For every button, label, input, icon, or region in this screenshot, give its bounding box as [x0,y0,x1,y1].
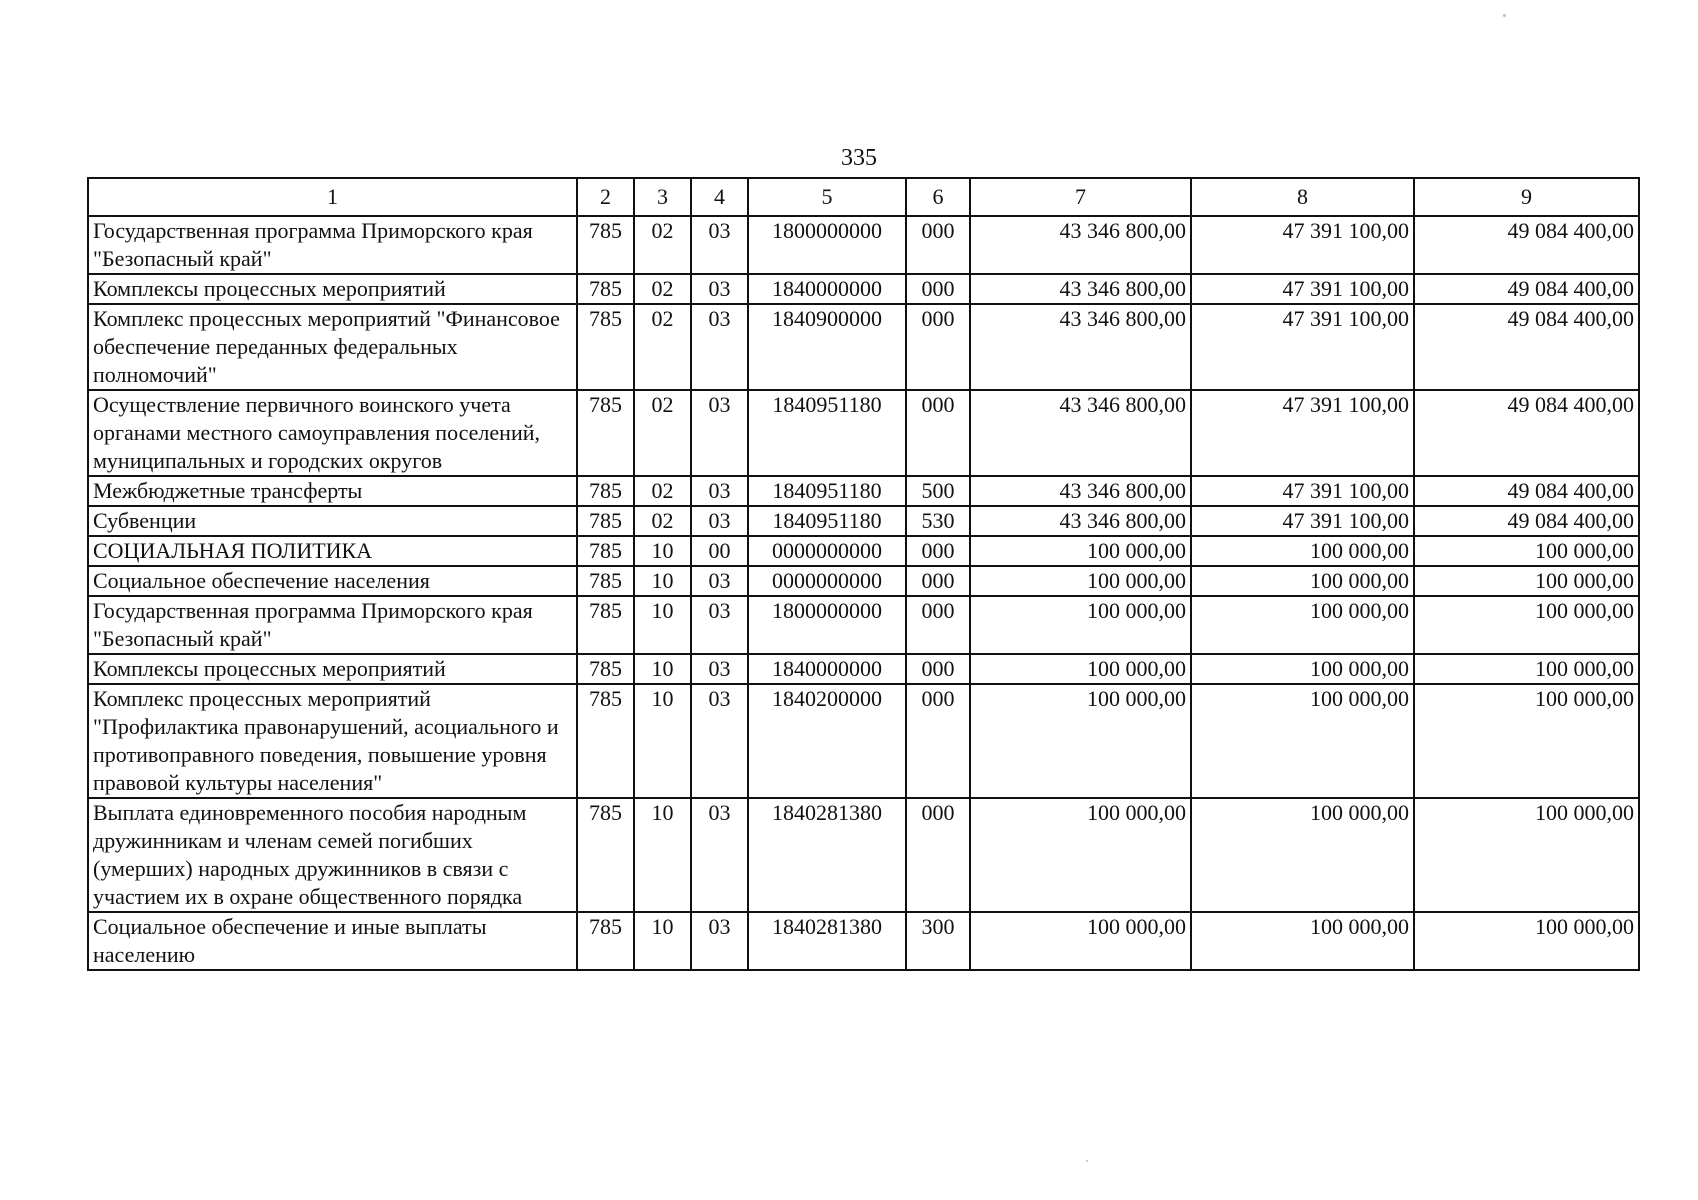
amount-col-7-cell: 43 346 800,00 [970,476,1191,506]
section-cell: 10 [634,684,691,798]
target-article-cell: 1840951180 [748,506,906,536]
admin-code-cell: 785 [577,304,634,390]
target-article-cell: 1840951180 [748,476,906,506]
section-cell: 10 [634,654,691,684]
section-cell: 10 [634,798,691,912]
column-header: 3 [634,178,691,216]
column-header: 2 [577,178,634,216]
target-article-cell: 1840281380 [748,798,906,912]
subsection-cell: 03 [691,506,748,536]
admin-code-cell: 785 [577,274,634,304]
section-cell: 02 [634,304,691,390]
row-name-cell: СОЦИАЛЬНАЯ ПОЛИТИКА [88,536,577,566]
target-article-cell: 1800000000 [748,216,906,274]
table-row [88,684,1639,798]
expense-type-cell: 000 [906,798,970,912]
row-name-cell: Субвенции [88,506,577,536]
row-name-cell: Выплата единовременного пособия народным дружинникам и членам семей погибших (умерших) народных дружинников в связи с участием их в охране общественного порядка [88,798,577,912]
table-row [88,274,1639,304]
subsection-cell: 03 [691,304,748,390]
table-row [88,304,1639,390]
section-cell: 02 [634,390,691,476]
column-header: 9 [1414,178,1639,216]
target-article-cell: 1800000000 [748,596,906,654]
subsection-cell: 03 [691,274,748,304]
row-name-cell: Комплекс процессных мероприятий "Финансовое обеспечение переданных федеральных полномочий" [88,304,577,390]
section-cell: 10 [634,596,691,654]
column-header: 4 [691,178,748,216]
expense-type-cell: 000 [906,654,970,684]
table-row [88,476,1639,506]
amount-col-9-cell: 49 084 400,00 [1414,506,1639,536]
subsection-cell: 03 [691,912,748,970]
amount-col-9-cell: 49 084 400,00 [1414,274,1639,304]
admin-code-cell: 785 [577,684,634,798]
amount-col-7-cell: 43 346 800,00 [970,506,1191,536]
expense-type-cell: 500 [906,476,970,506]
subsection-cell: 03 [691,216,748,274]
table-row [88,536,1639,566]
target-article-cell: 1840281380 [748,912,906,970]
amount-col-8-cell: 100 000,00 [1191,654,1414,684]
table-row [88,654,1639,684]
section-cell: 10 [634,912,691,970]
column-header: 7 [970,178,1191,216]
table-row [88,912,1639,970]
amount-col-9-cell: 100 000,00 [1414,654,1639,684]
amount-col-8-cell: 47 391 100,00 [1191,304,1414,390]
expense-type-cell: 000 [906,304,970,390]
admin-code-cell: 785 [577,390,634,476]
row-name-cell: Комплекс процессных мероприятий "Профилактика правонарушений, асоциального и противоправного поведения, повышение уровня правовой культуры населения" [88,684,577,798]
subsection-cell: 03 [691,798,748,912]
amount-col-9-cell: 49 084 400,00 [1414,390,1639,476]
admin-code-cell: 785 [577,536,634,566]
expense-type-cell: 000 [906,274,970,304]
row-name-cell: Государственная программа Приморского края "Безопасный край" [88,216,577,274]
target-article-cell: 1840000000 [748,654,906,684]
amount-col-7-cell: 100 000,00 [970,654,1191,684]
table-row [88,390,1639,476]
admin-code-cell: 785 [577,798,634,912]
table-body [88,216,1639,970]
admin-code-cell: 785 [577,506,634,536]
row-name-cell: Комплексы процессных мероприятий [88,654,577,684]
expense-type-cell: 300 [906,912,970,970]
header-row [88,178,1639,216]
amount-col-7-cell: 43 346 800,00 [970,274,1191,304]
amount-col-8-cell: 100 000,00 [1191,684,1414,798]
table-row [88,798,1639,912]
amount-col-7-cell: 100 000,00 [970,536,1191,566]
amount-col-8-cell: 47 391 100,00 [1191,506,1414,536]
scan-speck [1503,14,1506,17]
scan-speck [1086,1160,1088,1162]
amount-col-8-cell: 47 391 100,00 [1191,216,1414,274]
amount-col-9-cell: 100 000,00 [1414,596,1639,654]
row-name-cell: Осуществление первичного воинского учета органами местного самоуправления поселений, муниципальных и городских округов [88,390,577,476]
amount-col-7-cell: 100 000,00 [970,684,1191,798]
expense-type-cell: 000 [906,536,970,566]
row-name-cell: Социальное обеспечение населения [88,566,577,596]
section-cell: 02 [634,476,691,506]
amount-col-7-cell: 43 346 800,00 [970,216,1191,274]
target-article-cell: 1840000000 [748,274,906,304]
table-row [88,596,1639,654]
subsection-cell: 03 [691,390,748,476]
row-name-cell: Комплексы процессных мероприятий [88,274,577,304]
amount-col-9-cell: 100 000,00 [1414,536,1639,566]
amount-col-7-cell: 100 000,00 [970,566,1191,596]
amount-col-9-cell: 49 084 400,00 [1414,304,1639,390]
admin-code-cell: 785 [577,912,634,970]
section-cell: 10 [634,566,691,596]
admin-code-cell: 785 [577,596,634,654]
expense-type-cell: 530 [906,506,970,536]
target-article-cell: 1840200000 [748,684,906,798]
table-row [88,566,1639,596]
subsection-cell: 00 [691,536,748,566]
amount-col-9-cell: 49 084 400,00 [1414,216,1639,274]
admin-code-cell: 785 [577,216,634,274]
section-cell: 02 [634,274,691,304]
amount-col-9-cell: 49 084 400,00 [1414,476,1639,506]
target-article-cell: 0000000000 [748,566,906,596]
amount-col-7-cell: 100 000,00 [970,798,1191,912]
amount-col-8-cell: 47 391 100,00 [1191,274,1414,304]
expense-type-cell: 000 [906,566,970,596]
amount-col-7-cell: 43 346 800,00 [970,304,1191,390]
section-cell: 10 [634,536,691,566]
column-header: 5 [748,178,906,216]
page-number: 335 [841,145,877,171]
amount-col-9-cell: 100 000,00 [1414,566,1639,596]
amount-col-8-cell: 100 000,00 [1191,912,1414,970]
subsection-cell: 03 [691,684,748,798]
amount-col-8-cell: 100 000,00 [1191,596,1414,654]
subsection-cell: 03 [691,566,748,596]
section-cell: 02 [634,216,691,274]
table-header [88,178,1639,216]
row-name-cell: Государственная программа Приморского края "Безопасный край" [88,596,577,654]
column-header: 8 [1191,178,1414,216]
admin-code-cell: 785 [577,566,634,596]
target-article-cell: 1840951180 [748,390,906,476]
row-name-cell: Межбюджетные трансферты [88,476,577,506]
column-header: 1 [88,178,577,216]
expense-type-cell: 000 [906,390,970,476]
subsection-cell: 03 [691,476,748,506]
amount-col-8-cell: 100 000,00 [1191,566,1414,596]
budget-table [87,177,1640,971]
amount-col-8-cell: 47 391 100,00 [1191,390,1414,476]
admin-code-cell: 785 [577,476,634,506]
subsection-cell: 03 [691,654,748,684]
amount-col-7-cell: 100 000,00 [970,912,1191,970]
expense-type-cell: 000 [906,684,970,798]
amount-col-8-cell: 47 391 100,00 [1191,476,1414,506]
amount-col-8-cell: 100 000,00 [1191,536,1414,566]
expense-type-cell: 000 [906,216,970,274]
admin-code-cell: 785 [577,654,634,684]
target-article-cell: 1840900000 [748,304,906,390]
subsection-cell: 03 [691,596,748,654]
amount-col-7-cell: 43 346 800,00 [970,390,1191,476]
row-name-cell: Социальное обеспечение и иные выплаты населению [88,912,577,970]
amount-col-9-cell: 100 000,00 [1414,912,1639,970]
table-row [88,506,1639,536]
target-article-cell: 0000000000 [748,536,906,566]
column-header: 6 [906,178,970,216]
amount-col-9-cell: 100 000,00 [1414,684,1639,798]
amount-col-9-cell: 100 000,00 [1414,798,1639,912]
expense-type-cell: 000 [906,596,970,654]
section-cell: 02 [634,506,691,536]
table-row [88,216,1639,274]
amount-col-7-cell: 100 000,00 [970,596,1191,654]
amount-col-8-cell: 100 000,00 [1191,798,1414,912]
